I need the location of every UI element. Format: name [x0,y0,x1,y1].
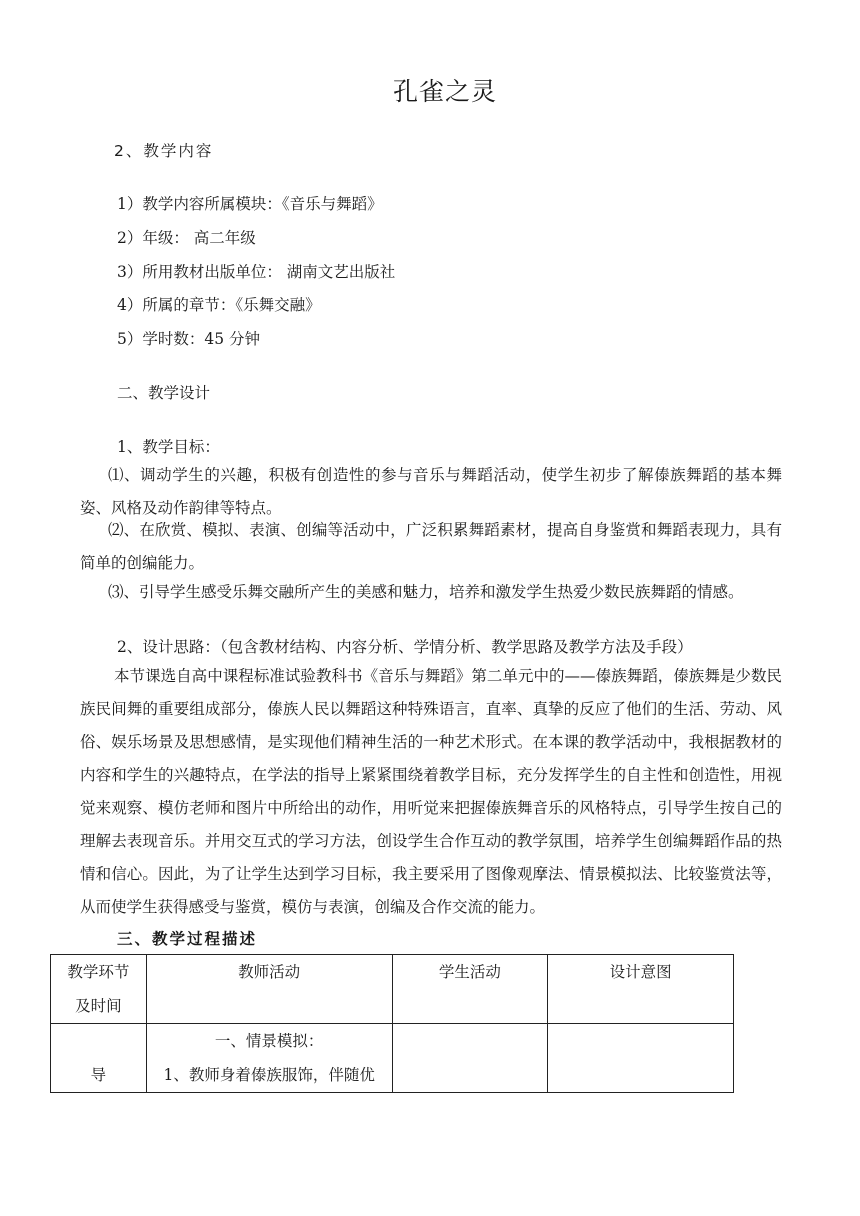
teaching-process-table [50,954,734,1093]
section-heading-content: 2、教学内容 [114,142,214,160]
header-teacher: 教师活动 [146,955,392,1024]
table-row [51,1024,734,1093]
goal-1: ⑴、调动学生的兴趣，积极有创造性的参与音乐与舞蹈活动，使学生初步了解傣族舞蹈的基本舞姿、风格及动作韵律等特点。 [80,466,782,517]
content-item-publisher: 3）所用教材出版单位： 湖南文艺出版社 [117,263,396,281]
table-header-row [51,955,734,1024]
row-design-intent [548,1024,734,1093]
content-item-grade: 2）年级： 高二年级 [117,229,256,247]
row-teacher-activity: 一、情景模拟： 1、教师身着傣族服饰，伴随优 [146,1024,392,1093]
goal-2: ⑵、在欣赏、模拟、表演、创编等活动中，广泛积累舞蹈素材，提高自身鉴赏和舞蹈表现力，具有简单的创编能力。 [80,521,782,572]
row-stage: 导 [51,1024,147,1093]
goals-heading: 1、教学目标： [117,438,220,456]
section-heading-design: 二、教学设计 [117,384,211,402]
section-heading-process: 三、教学过程描述 [117,930,258,948]
goal-3: ⑶、引导学生感受乐舞交融所产生的美感和魅力，培养和激发学生热爱少数民族舞蹈的情感。 [108,583,744,601]
document-title: 孔雀之灵 [392,77,497,106]
row-student-activity [392,1024,548,1093]
approach-heading: 2、设计思路：（包含教材结构、内容分析、学情分析、教学思路及教学方法及手段） [117,638,693,656]
approach-paragraph: 本节课选自高中课程标准试验教科书《音乐与舞蹈》第二单元中的——傣族舞蹈，傣族舞是少数民族民间舞的重要组成部分，傣族人民以舞蹈这种特殊语言，直率、真挚的反应了他们的生活、劳动、风俗、娱乐场景及思想感情，是实现他们精神生活的一种艺术形式。在本课的教学活动中，我根据教材的内容和学生的兴趣特点，在学法的指导上紧紧围绕着教学目标，充分发挥学生的自主性和创造性，用视觉来观察、模仿老师和图片中所给出的动作，用听觉来把握傣族舞音乐的风格特点，引导学生按自己的理解去表现音乐。并用交互式的学习方法，创设学生合作互动的教学氛围，培养学生创编舞蹈作品的热情和信心。因此，为了让学生达到学习目标，我主要采用了图像观摩法、情景模拟法、比较鉴赏法等，从而使学生获得感受与鉴赏，模仿与表演，创编及合作交流的能力。 [80,667,782,916]
content-item-hours: 5）学时数：45 分钟 [117,330,261,348]
header-student: 学生活动 [392,955,548,1024]
content-item-module: 1）教学内容所属模块：《音乐与舞蹈》 [117,195,383,213]
header-stage: 教学环节 及时间 [51,955,147,1024]
content-item-chapter: 4）所属的章节：《乐舞交融》 [117,296,321,314]
header-intent: 设计意图 [548,955,734,1024]
